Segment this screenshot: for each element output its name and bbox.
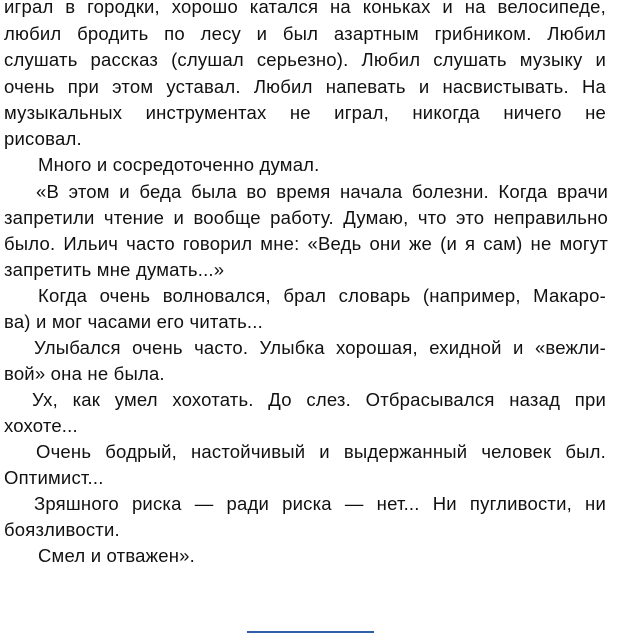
text-line: запретили чтение и вообще работу. Думаю, что это неправильно	[4, 207, 608, 228]
text-line: Улыбался очень часто. Улыбка хорошая, ехидной и «вежли-	[34, 337, 606, 358]
text-line: Зряшного риска — ради риска — нет... Ни пугливости, ни	[34, 493, 606, 514]
text-line: запретить мне думать...»	[4, 259, 225, 280]
text-line: вой» она не была.	[4, 363, 165, 384]
text-line: хохоте...	[4, 415, 78, 436]
text-line: рисовал.	[4, 128, 82, 149]
text-line: очень при этом уставал. Любил напевать и насвистывать. На	[4, 76, 606, 97]
text-line: Очень бодрый, настойчивый и выдержанный человек был.	[36, 441, 606, 462]
footer-rule	[247, 631, 374, 633]
text-line: любил бродить по лесу и был азартным грибником. Любил	[4, 23, 606, 44]
text-line: Ух, как умел хохотать. До слез. Отбрасывался назад при	[32, 389, 606, 410]
text-line: ва) и мог часами его читать...	[4, 311, 263, 332]
text-line: играл в городки, хорошо катался на коньках и на велосипеде,	[4, 0, 606, 17]
text-line: музыкальных инструментах не играл, никогда ничего не	[4, 102, 606, 123]
text-line: Много и сосредоточенно думал.	[38, 154, 320, 175]
text-line: «В этом и беда была во время начала болезни. Когда врачи	[36, 181, 608, 202]
text-line: Когда очень волновался, брал словарь (например, Макаро-	[38, 285, 606, 306]
text-line: слушать рассказ (слушал серьезно). Любил слушать музыку и	[4, 49, 606, 70]
text-line: Оптимист...	[4, 467, 104, 488]
text-line: боязливости.	[4, 519, 120, 540]
text-line: было. Ильич часто говорил мне: «Ведь они же (и я сам) не могут	[4, 233, 608, 254]
text-line: Смел и отважен».	[38, 545, 195, 566]
